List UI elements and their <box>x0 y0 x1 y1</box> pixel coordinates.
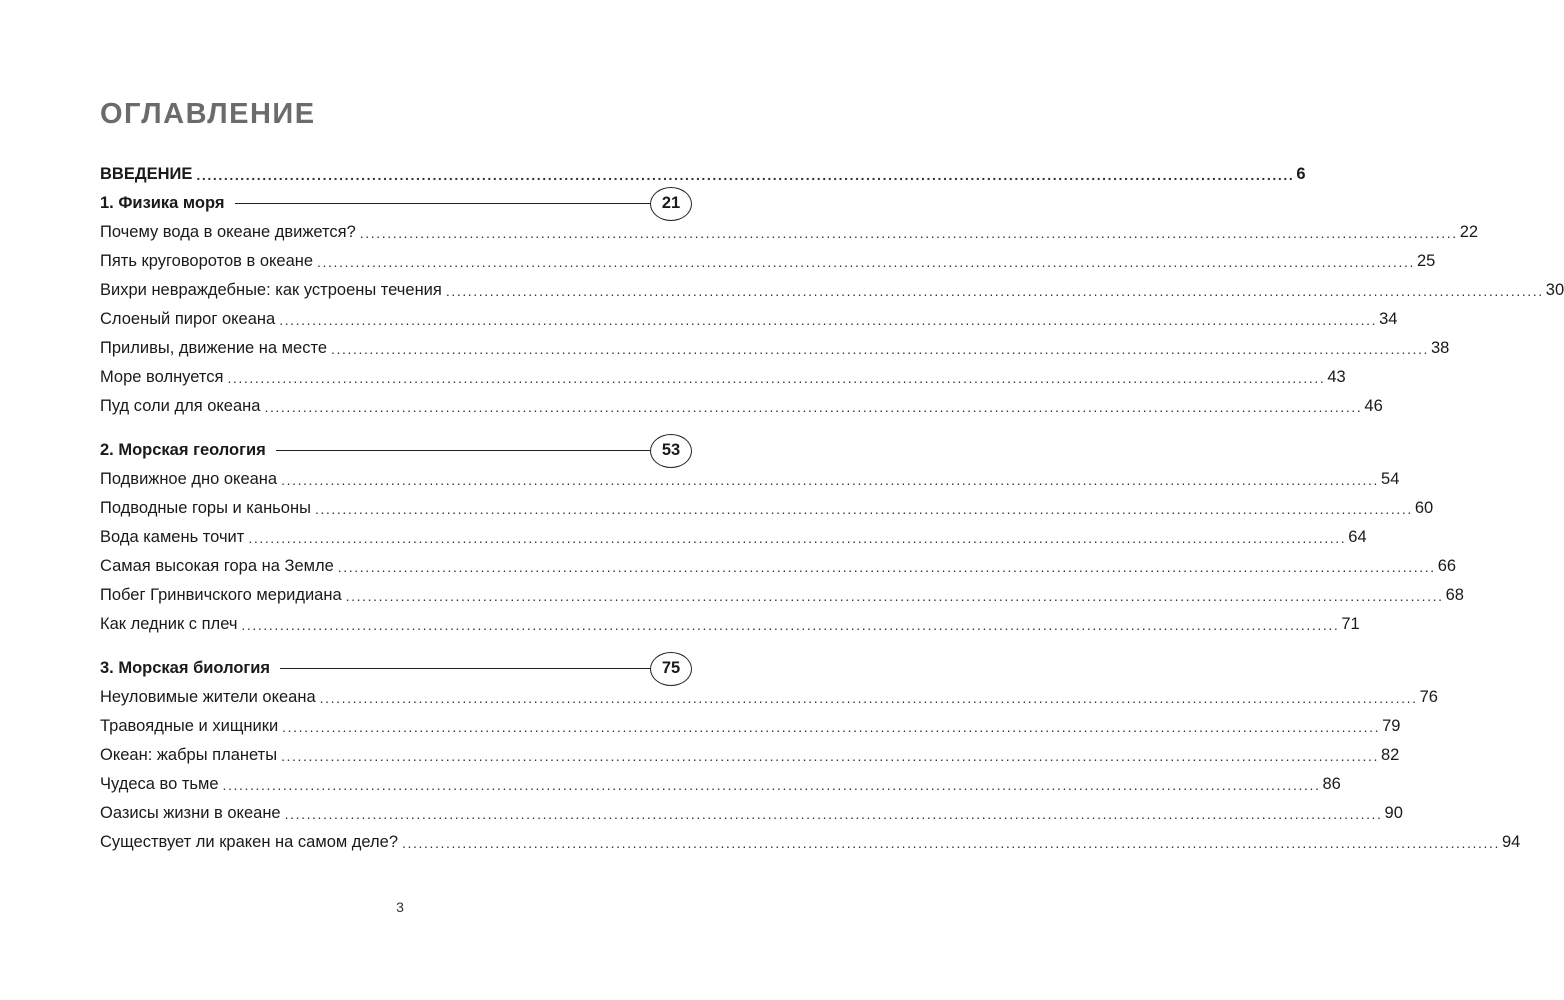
toc-entry <box>100 276 1564 305</box>
toc-entry <box>100 363 1346 392</box>
toc-entry-label: Травоядные и хищники <box>100 717 279 735</box>
dot-leader: ........................................................................................................................................................................................................ <box>284 805 1383 822</box>
toc-entry-page: 25 <box>1416 252 1436 270</box>
toc-entry-label: Пять круговоротов в океане <box>100 252 314 270</box>
toc-entry-page: 54 <box>1381 470 1400 488</box>
dot-leader: ........................................................................................................................................................................................................ <box>445 282 1544 299</box>
toc-entry-page: 30 <box>1545 281 1564 299</box>
dot-leader: ........................................................................................................................................................................................................ <box>196 166 1295 183</box>
toc-entry-page: 66 <box>1437 557 1457 575</box>
toc-entry-label: Подводные горы и каньоны <box>100 499 311 517</box>
toc-entry-label: Море волнуется <box>100 368 224 386</box>
page-number: 3 <box>396 899 404 915</box>
section-rule <box>280 668 652 669</box>
section-spacer <box>100 639 688 654</box>
section-rule <box>235 203 653 204</box>
toc-entry-page: 68 <box>1445 586 1464 604</box>
dot-leader: ........................................................................................................................................................................................................ <box>264 398 1363 415</box>
toc-entry <box>100 247 1436 276</box>
toc-entry-label: Океан: жабры планеты <box>100 746 278 764</box>
toc-entry-page: 64 <box>1348 528 1367 546</box>
toc-entry-label: Пуд соли для океана <box>100 397 261 415</box>
toc-entry-page: 46 <box>1364 397 1383 415</box>
section-title: 3. Морская биология <box>100 659 271 677</box>
toc-entry-label: Вода камень точит <box>100 528 245 546</box>
toc-entry-page: 34 <box>1379 310 1398 328</box>
page-title: ОГЛАВЛЕНИЕ <box>100 98 316 130</box>
toc-entry <box>100 334 1450 363</box>
dot-leader: ........................................................................................................................................................................................................ <box>279 311 1378 328</box>
toc-entry-label: Вихри невраждебные: как устроены течения <box>100 281 442 299</box>
section-page-circle: 21 <box>650 187 692 221</box>
toc-entry-page: 90 <box>1384 804 1403 822</box>
toc-entry <box>100 392 1383 421</box>
toc-entry-label: Как ледник с плеч <box>100 615 238 633</box>
toc-entry <box>100 828 1521 857</box>
toc-entry-label: Подвижное дно океана <box>100 470 278 488</box>
toc-entry-label: Неуловимые жители океана <box>100 688 316 706</box>
dot-leader: ........................................................................................................................................................................................................ <box>319 689 1418 706</box>
section-spacer <box>100 421 688 436</box>
toc-entry <box>100 770 1341 799</box>
toc-entry <box>100 683 1438 712</box>
toc-entry-label: Оазисы жизни в океане <box>100 804 281 822</box>
toc-section-heading <box>100 436 688 465</box>
toc-entry <box>100 799 1403 828</box>
dot-leader: ........................................................................................................................................................................................................ <box>241 616 1340 633</box>
dot-leader: ........................................................................................................................................................................................................ <box>345 587 1444 604</box>
section-title: 1. Физика моря <box>100 194 225 212</box>
section-page-circle: 75 <box>650 652 692 686</box>
toc-entry-label: ВВЕДЕНИЕ <box>100 165 193 183</box>
toc-entry-page: 43 <box>1327 368 1346 386</box>
toc-entry <box>100 610 1360 639</box>
toc-entry-label: Существует ли кракен на самом деле? <box>100 833 399 851</box>
section-rule <box>276 450 652 451</box>
dot-leader: ........................................................................................................................................................................................................ <box>317 253 1415 270</box>
section-title: 2. Морская геология <box>100 441 266 459</box>
dot-leader: ........................................................................................................................................................................................................ <box>359 224 1458 241</box>
toc-entry-page: 79 <box>1382 717 1401 735</box>
toc-intro-row <box>100 160 1306 189</box>
toc-entry-page: 86 <box>1322 775 1341 793</box>
toc-entry <box>100 523 1367 552</box>
toc-entry-label: Почему вода в океане движется? <box>100 223 356 241</box>
toc-entry-page: 94 <box>1501 833 1521 851</box>
dot-leader: ........................................................................................................................................................................................................ <box>248 529 1347 546</box>
toc-entry <box>100 581 1464 610</box>
toc-entry <box>100 494 1434 523</box>
dot-leader: ........................................................................................................................................................................................................ <box>281 471 1380 488</box>
toc-section-heading <box>100 654 688 683</box>
toc-entry-page: 71 <box>1341 615 1360 633</box>
dot-leader: ........................................................................................................................................................................................................ <box>402 834 1500 851</box>
toc-entry-label: Чудеса во тьме <box>100 775 219 793</box>
toc-entry <box>100 218 1479 247</box>
toc-entry <box>100 552 1457 581</box>
toc-entry-page: 38 <box>1430 339 1450 357</box>
toc-entry-label: Самая высокая гора на Земле <box>100 557 334 575</box>
section-page-circle: 53 <box>650 434 692 468</box>
toc-entry-page: 6 <box>1296 165 1306 183</box>
toc-entry-page: 22 <box>1459 223 1479 241</box>
toc-entry-label: Побег Гринвичского меридиана <box>100 586 342 604</box>
dot-leader: ........................................................................................................................................................................................................ <box>282 718 1381 735</box>
toc-entry-page: 60 <box>1414 499 1434 517</box>
dot-leader: ........................................................................................................................................................................................................ <box>222 776 1321 793</box>
toc-entry-page: 76 <box>1419 688 1438 706</box>
dot-leader: ........................................................................................................................................................................................................ <box>314 500 1413 517</box>
toc-entry <box>100 741 1400 770</box>
dot-leader: ........................................................................................................................................................................................................ <box>227 369 1326 386</box>
dot-leader: ........................................................................................................................................................................................................ <box>281 747 1379 764</box>
toc-entry-label: Приливы, движение на месте <box>100 339 327 357</box>
table-of-contents <box>100 160 1564 857</box>
dot-leader: ........................................................................................................................................................................................................ <box>337 558 1436 575</box>
dot-leader: ........................................................................................................................................................................................................ <box>331 340 1429 357</box>
toc-entry-page: 82 <box>1381 746 1400 764</box>
toc-entry-label: Слоеный пирог океана <box>100 310 276 328</box>
toc-entry <box>100 712 1401 741</box>
toc-section-heading <box>100 189 688 218</box>
toc-entry <box>100 465 1400 494</box>
toc-entry <box>100 305 1398 334</box>
